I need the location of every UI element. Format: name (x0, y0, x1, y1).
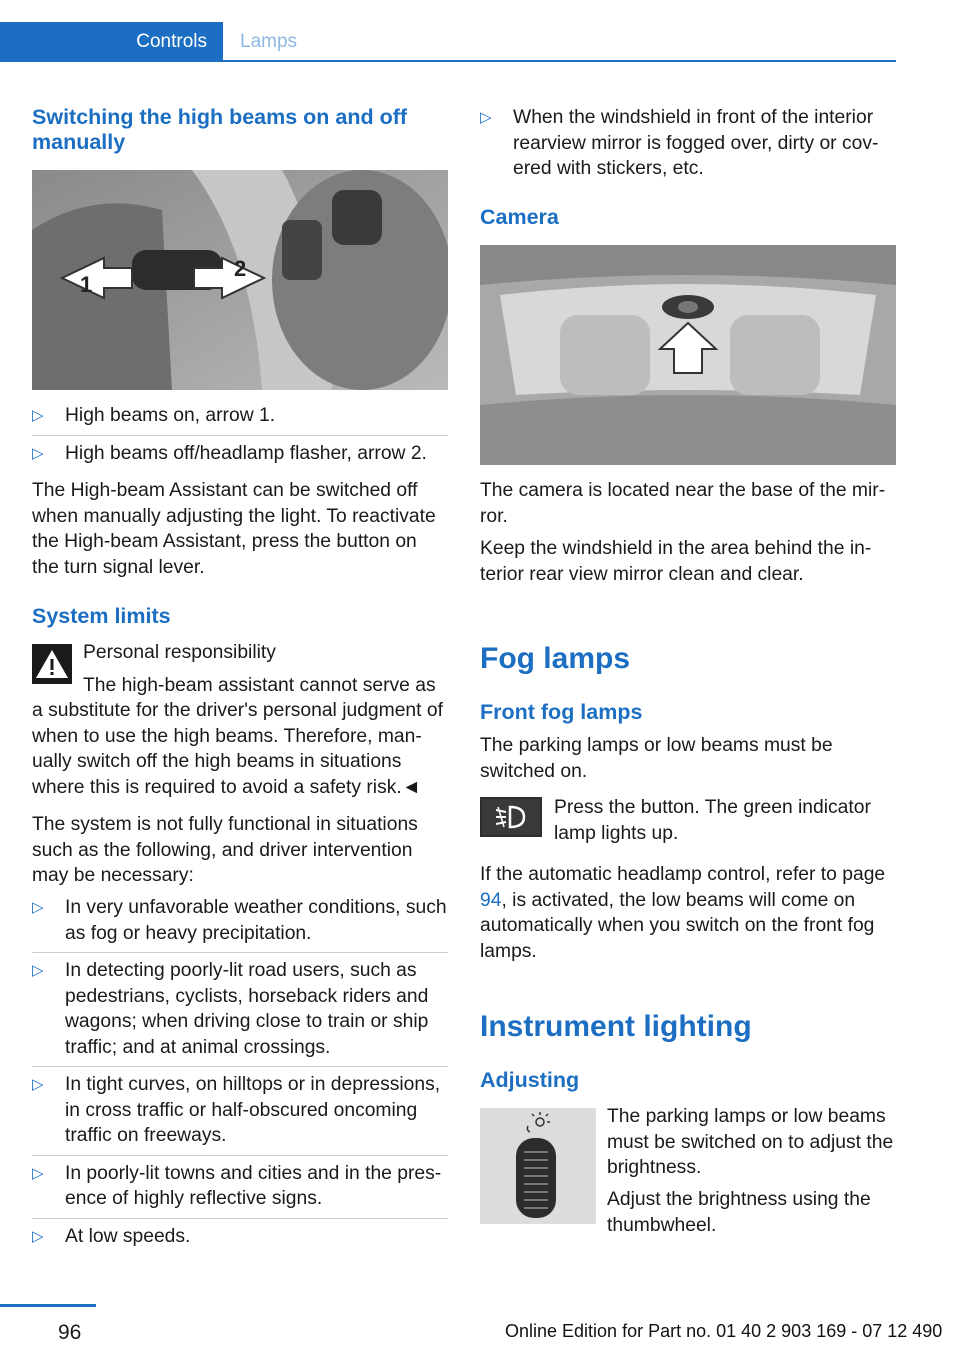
camera-photo (480, 245, 896, 465)
bullet-triangle-icon: ▷ (32, 1227, 44, 1245)
bullet-triangle-icon: ▷ (32, 1164, 44, 1182)
header-rule (0, 60, 896, 62)
paragraph: Adjust the brightness using the thumbwheel. (607, 1189, 871, 1236)
paragraph: The High-beam Assistant can be switched off when manually adjusting the light. To reactivate the High-beam Assistant, press the button on the turn signal lever. (32, 480, 436, 578)
heading-adjusting: Adjusting (480, 1068, 580, 1092)
list-item: ▷ In very unfavorable weather conditions, such as fog or heavy precipitation. (32, 890, 448, 953)
fog-button-text: Press the button. The green indicator lamp lights up. (554, 797, 871, 844)
list-item: ▷ At low speeds. (32, 1219, 448, 1256)
system-limits-list (32, 890, 448, 1255)
paragraph: If the automatic headlamp control, refer to page 94, is activated, the low beams will come on automatically when you switch on the front fog lamps. (480, 864, 886, 962)
heading-front-fog-lamps: Front fog lamps (480, 700, 643, 724)
paragraph: The parking lamps or low beams must be switched on to adjust the brightness. (607, 1106, 894, 1178)
limits-list-continued (480, 100, 896, 188)
list-item: ▷ High beams off/headlamp flasher, arrow 2. (32, 436, 448, 473)
list-item: ▷ In poorly-lit towns and cities and in the presence of highly reflective signs. (32, 1156, 448, 1219)
list-item: ▷ In detecting poorly-lit road users, such as pedestrians, cyclists, horseback riders and wagons; when driving close to train or ship traffic; and at animal crossings. (32, 953, 448, 1067)
paragraph: The parking lamps or low beams must be switched on. (480, 735, 833, 782)
heading-system-limits: System limits (32, 604, 171, 628)
bullet-triangle-icon: ▷ (32, 1076, 44, 1093)
page-header (0, 0, 896, 62)
heading-high-beams: Switching the high beams on and off manually (32, 105, 408, 154)
warning-text-line1: The high-beam assistant cannot serve as (83, 675, 436, 696)
bullet-triangle-icon: ▷ (32, 407, 44, 424)
edition-text: Online Edition for Part no. 01 40 2 903 169 - 07 12 490 (505, 1321, 943, 1341)
page-number: 96 (58, 1321, 82, 1344)
heading-instrument-lighting: Instrument lighting (480, 1010, 752, 1043)
steering-lever-photo (32, 170, 448, 390)
paragraph: Keep the windshield in the area behind the interior rear view mirror clean and clear. (480, 538, 872, 585)
bullet-triangle-icon: ▷ (480, 109, 492, 126)
arrow-2-label: 2 (234, 256, 247, 281)
paragraph: The system is not fully functional in situations such as the following, and driver intervention may be necessary: (32, 814, 418, 886)
tab-controls[interactable]: Controls (0, 22, 223, 62)
bullet-triangle-icon: ▷ (32, 962, 44, 979)
warning-icon (32, 644, 72, 684)
front-fog-lamp-button-icon (480, 797, 542, 837)
heading-fog-lamps: Fog lamps (480, 642, 631, 675)
list-item: ▷ When the windshield in front of the interior rearview mirror is fogged over, dirty or covered with stickers, etc. (480, 107, 879, 179)
arrow-1-label: 1 (80, 272, 93, 297)
bullet-triangle-icon: ▷ (32, 899, 44, 916)
high-beam-list (32, 398, 448, 472)
page-link[interactable]: 94 (480, 889, 502, 911)
warning-title: Personal responsibility (83, 642, 276, 663)
heading-camera: Camera (480, 205, 559, 229)
list-item: ▷ In tight curves, on hilltops or in depressions, in cross traffic or half-obscured oncoming traffic on freeways. (32, 1067, 448, 1156)
paragraph: The camera is located near the base of the mirror. (480, 480, 886, 527)
steering-lever-illustration (32, 170, 448, 390)
bullet-triangle-icon: ▷ (32, 444, 44, 462)
camera-illustration (480, 245, 896, 465)
tab-lamps[interactable]: Lamps (240, 31, 298, 52)
warning-text: a substitute for the driver's personal judgment of when to use the high beams. Therefore, manually switch off the high beams in situations where this is required to avoid a safety risk.◄ (32, 700, 443, 798)
thumbwheel-icon (480, 1108, 596, 1224)
footer-rule (0, 1304, 96, 1307)
list-item: ▷ High beams on, arrow 1. (32, 398, 448, 436)
